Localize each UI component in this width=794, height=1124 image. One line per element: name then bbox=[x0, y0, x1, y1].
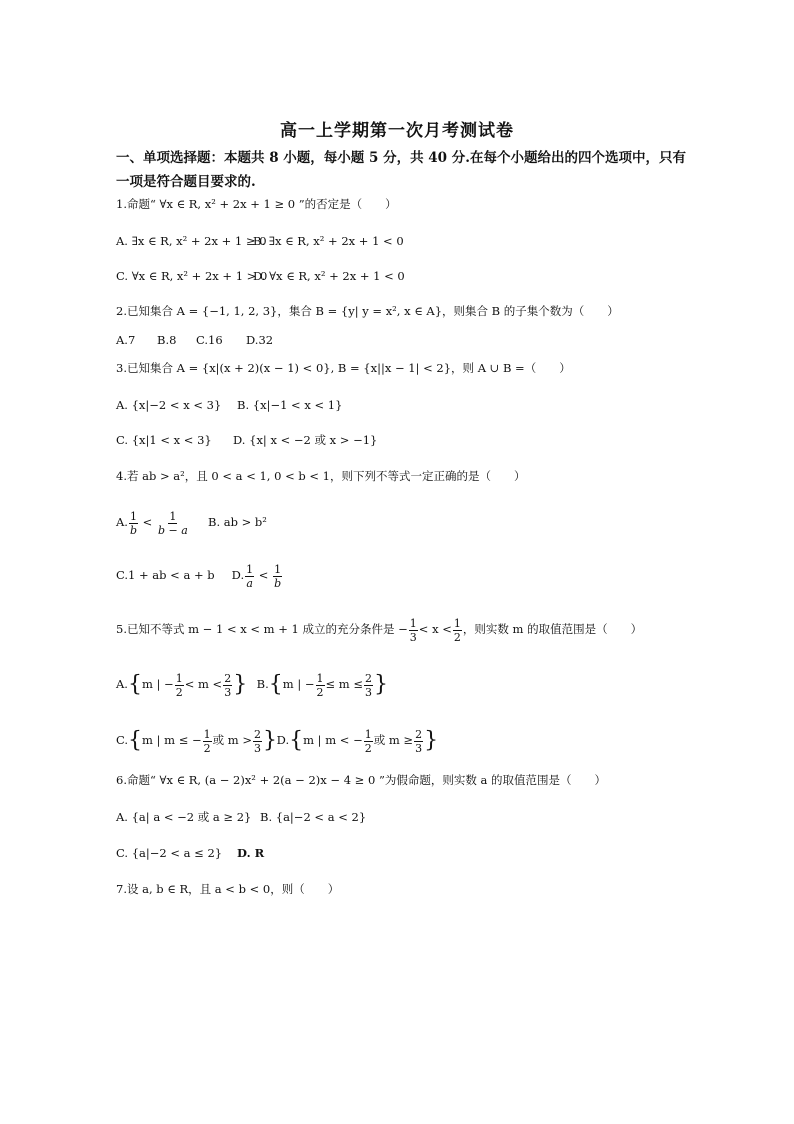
q5-stem-den-1: 3 bbox=[409, 630, 417, 644]
q5-d-fraction-1 bbox=[364, 728, 373, 755]
q5-d-den-1: 2 bbox=[364, 741, 372, 755]
q5-stem-pre: 5.已知不等式 m − 1 < x < m + 1 成立的充分条件是 − bbox=[116, 622, 408, 636]
q5-stem-mid: < x < bbox=[418, 622, 452, 636]
section-heading bbox=[116, 146, 686, 194]
q6-options-row-2 bbox=[116, 843, 264, 863]
q4-d-den-1: a bbox=[246, 576, 253, 590]
q5-b-den-1: 2 bbox=[316, 685, 324, 699]
q5-a-den-2: 3 bbox=[224, 685, 232, 699]
q6-option-c: C. {a|−2 < a ≤ 2} bbox=[116, 846, 223, 860]
q2-stem: 2.已知集合 A = {−1, 1, 2, 3}，集合 B = {y| y = x², x ∈ A}，则集合 B 的子集个数为（ ） bbox=[116, 304, 619, 318]
q5-b-fraction-2 bbox=[364, 672, 373, 699]
q5-d-mid: 或 m ≥ bbox=[373, 733, 414, 747]
q5-d-den-2: 3 bbox=[415, 741, 423, 755]
q1-option-a: A. ∃x ∈ R, x² + 2x + 1 ≥ 0 bbox=[116, 234, 267, 248]
q4-a-num-1: 1 bbox=[129, 509, 137, 523]
q5-c-mid: 或 m > bbox=[212, 733, 252, 747]
exam-title: 高一上学期第一次月考测试卷 bbox=[280, 121, 514, 141]
q1-stem: 1.命题“ ∀x ∈ R, x² + 2x + 1 ≥ 0 ”的否定是（ ） bbox=[116, 197, 397, 211]
q4-d-fraction-2 bbox=[273, 563, 282, 590]
section-heading-line-1: 一、单项选择题：本题共 8 小题，每小题 5 分，共 40 分.在每个小题给出的四个选项中，只有 bbox=[116, 150, 686, 166]
q3-stem: 3.已知集合 A = {x|(x + 2)(x − 1) < 0}, B = {x||x − 1| < 2}，则 A ∪ B =（ ） bbox=[116, 361, 571, 375]
q5-option-b bbox=[257, 667, 388, 702]
q5-d-num-1: 1 bbox=[364, 727, 372, 741]
q6-stem: 6.命题“ ∀x ∈ R, (a − 2)x² + 2(a − 2)x − 4 ≥ 0 ”为假命题，则实数 a 的取值范围是（ ） bbox=[116, 773, 606, 787]
q5-option-a bbox=[116, 667, 253, 702]
q3-option-a: A. {x|−2 < x < 3} bbox=[116, 398, 222, 412]
q4-a-relation: < bbox=[142, 515, 153, 529]
q5-b-num-2: 2 bbox=[365, 671, 372, 685]
q5-d-prefix: D. bbox=[276, 733, 290, 747]
q4-options-row-2 bbox=[116, 560, 283, 590]
q5-c-prefix: C. bbox=[116, 733, 129, 747]
q4-a-fraction-2 bbox=[157, 510, 189, 537]
q1-options-row-1 bbox=[116, 231, 404, 251]
q4-a-num-2: 1 bbox=[169, 509, 177, 523]
q3-option-b: B. {x|−1 < x < 1} bbox=[237, 398, 343, 412]
q6-option-d: D. R bbox=[237, 846, 265, 860]
q5-b-left-brace: { bbox=[268, 672, 283, 697]
q5-c-fraction-1 bbox=[203, 728, 212, 755]
q5-d-left-brace: { bbox=[289, 728, 304, 753]
q5-b-prefix: B. bbox=[256, 677, 269, 691]
q4-d-num-2: 1 bbox=[274, 562, 282, 576]
q5-b-set-pre: m | − bbox=[282, 677, 315, 691]
q5-a-den-1: 2 bbox=[175, 685, 183, 699]
q4-stem: 4.若 ab > a²，且 0 < a < 1, 0 < b < 1，则下列不等式一定正确的是（ ） bbox=[116, 469, 526, 483]
q4-d-prefix: D. bbox=[231, 568, 245, 582]
q5-c-num-2: 2 bbox=[253, 727, 261, 741]
q4-option-c: C.1 + ab < a + b bbox=[116, 568, 215, 582]
q6-options-row-1 bbox=[116, 807, 366, 827]
q5-option-d bbox=[277, 723, 438, 758]
q5-c-den-2: 3 bbox=[253, 741, 261, 755]
q5-stem-fraction-1 bbox=[409, 617, 418, 644]
q5-a-num-1: 1 bbox=[175, 671, 183, 685]
q5-b-mid: ≤ m ≤ bbox=[325, 677, 363, 691]
q2-option-c: C.16 bbox=[196, 333, 223, 347]
q5-stem-fraction-2 bbox=[453, 617, 462, 644]
q5-c-set-pre: m | m ≤ − bbox=[142, 733, 202, 747]
q5-b-den-2: 3 bbox=[365, 685, 372, 699]
q3-options-row-2 bbox=[116, 430, 377, 450]
q5-stem-den-2: 2 bbox=[453, 630, 461, 644]
q4-a-fraction-1 bbox=[129, 510, 138, 537]
q1-option-b: B. ∃x ∈ R, x² + 2x + 1 < 0 bbox=[253, 234, 404, 248]
q4-option-d bbox=[232, 560, 283, 590]
q4-a-den-2: b − a bbox=[157, 523, 188, 537]
q1-option-d: D. ∀x ∈ R, x² + 2x + 1 < 0 bbox=[253, 269, 405, 283]
q5-c-den-1: 2 bbox=[203, 741, 211, 755]
q6-option-b: B. {a|−2 < a < 2} bbox=[260, 810, 367, 824]
q1-options-row-2 bbox=[116, 266, 405, 286]
q5-options-row-1 bbox=[116, 667, 388, 702]
q5-a-fraction-1 bbox=[175, 672, 184, 699]
q5-b-fraction-1 bbox=[316, 672, 325, 699]
q4-a-prefix: A. bbox=[116, 515, 128, 529]
q4-option-a bbox=[116, 507, 208, 537]
q5-c-fraction-2 bbox=[253, 728, 262, 755]
q2-option-b: B.8 bbox=[157, 333, 177, 347]
q5-a-prefix: A. bbox=[116, 677, 128, 691]
q5-stem-post: ，则实数 m 的取值范围是（ ） bbox=[462, 622, 643, 636]
q2-option-a: A.7 bbox=[116, 333, 136, 347]
q5-options-row-2 bbox=[116, 723, 438, 758]
q5-d-fraction-2 bbox=[414, 728, 423, 755]
q5-a-mid: < m < bbox=[184, 677, 223, 691]
q2-options bbox=[116, 330, 273, 350]
q5-b-num-1: 1 bbox=[316, 671, 324, 685]
q6-option-a: A. {a| a < −2 或 a ≥ 2} bbox=[116, 810, 252, 824]
q5-stem bbox=[116, 614, 642, 644]
q5-stem-num-1: 1 bbox=[409, 616, 417, 630]
q5-option-c bbox=[116, 723, 277, 758]
q5-d-set-pre: m | m < − bbox=[303, 733, 363, 747]
q5-b-right-brace: } bbox=[374, 672, 388, 697]
q4-d-num-1: 1 bbox=[246, 562, 254, 576]
q5-c-left-brace: { bbox=[128, 728, 143, 753]
q5-a-fraction-2 bbox=[223, 672, 232, 699]
q4-d-den-2: b bbox=[274, 576, 282, 590]
section-heading-line-2: 一项是符合题目要求的. bbox=[116, 174, 256, 190]
q4-d-relation: < bbox=[258, 568, 269, 582]
q4-option-b: B. ab > b² bbox=[208, 515, 267, 529]
q4-a-den-1: b bbox=[129, 523, 138, 537]
q5-d-right-brace: } bbox=[424, 728, 439, 753]
q5-a-right-brace: } bbox=[233, 672, 248, 697]
q7-stem: 7.设 a, b ∈ R，且 a < b < 0，则（ ） bbox=[116, 882, 340, 896]
q3-option-c: C. {x|1 < x < 3} bbox=[116, 433, 212, 447]
q5-d-num-2: 2 bbox=[415, 727, 423, 741]
q1-option-c: C. ∀x ∈ R, x² + 2x + 1 > 0 bbox=[116, 269, 268, 283]
q4-options-row-1 bbox=[116, 507, 267, 537]
q5-a-left-brace: { bbox=[127, 672, 142, 697]
q3-option-d: D. {x| x < −2 或 x > −1} bbox=[233, 433, 378, 447]
q5-stem-num-2: 1 bbox=[453, 616, 461, 630]
q5-c-num-1: 1 bbox=[203, 727, 211, 741]
q3-options-row-1 bbox=[116, 395, 342, 415]
q4-d-fraction-1 bbox=[245, 563, 254, 590]
q5-c-right-brace: } bbox=[262, 728, 277, 753]
q5-a-num-2: 2 bbox=[224, 671, 232, 685]
q5-a-set-pre: m | − bbox=[141, 677, 174, 691]
q2-option-d: D.32 bbox=[246, 333, 274, 347]
